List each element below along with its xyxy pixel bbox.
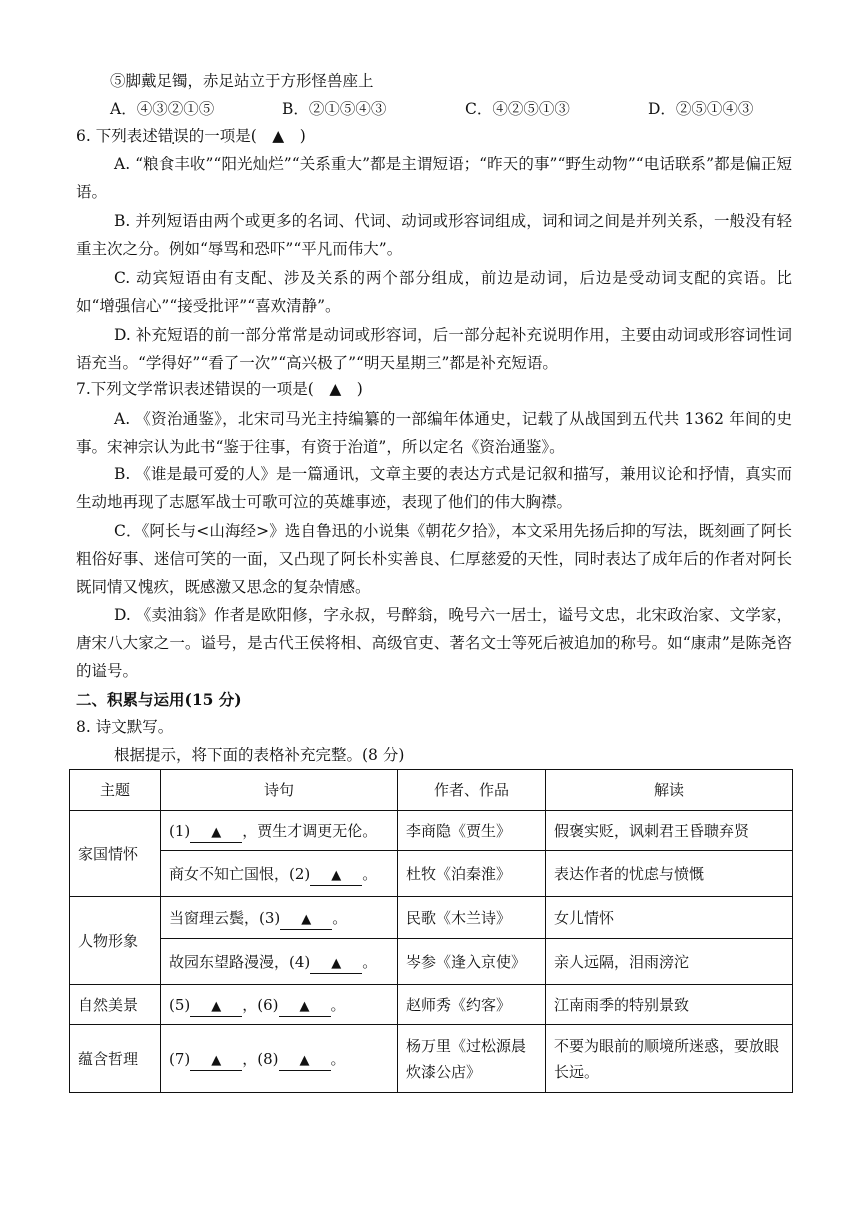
- verse-text: 。: [362, 864, 378, 883]
- verse-text: 商女不知亡国恨，(2): [169, 864, 311, 883]
- verse-text: 。: [362, 952, 378, 971]
- author-cell: 李商隐《贾生》: [398, 811, 546, 851]
- q5-option-b: B．②①⑤④③: [282, 100, 387, 118]
- table-header-row: [70, 770, 793, 811]
- q6-stem: [76, 125, 306, 147]
- author-cell: 赵师秀《约客》: [398, 985, 546, 1025]
- verse-cell: [161, 811, 398, 851]
- table-row: [70, 811, 793, 851]
- interpretation-cell: 表达作者的忧虑与愤慨: [546, 851, 793, 897]
- verse-cell: [161, 939, 398, 985]
- q7-option-a: A. 《资治通鉴》，北宋司马光主持编纂的一部编年体通史，记载了从战国到五代共 1362 年间的史事。宋神宗认为此书“鉴于往事，有资于治道”，所以定名《资治通鉴》。: [76, 410, 792, 456]
- theme-cell: 蕴含哲理: [70, 1025, 161, 1093]
- verse-text: ，: [242, 1049, 258, 1068]
- q6-stem-emphasis: 错误: [157, 127, 189, 145]
- q8-stem: 8. 诗文默写。: [76, 718, 174, 736]
- interpretation-cell: 江南雨季的特别景致: [546, 985, 793, 1025]
- table-row: [70, 851, 793, 897]
- author-cell: 岑参《逢入京使》: [398, 939, 546, 985]
- answer-blank-5[interactable]: [190, 996, 242, 1017]
- q5-option-d: D．②⑤①④③: [648, 100, 754, 118]
- verse-text: (1): [169, 821, 191, 840]
- q6-option-b: B. 并列短语由两个或更多的名词、代词、动词或形容词组成，词和词之间是并列关系，一般没有轻重主次之分。例如“辱骂和恐吓”“平凡而伟大”。: [76, 212, 792, 258]
- q7-stem: 7.下列文学常识表述错误的一项是( ▲ ): [76, 380, 363, 398]
- answer-blank-1[interactable]: [190, 822, 242, 843]
- verse-text: 。: [330, 1049, 346, 1068]
- theme-cell: 人物形象: [70, 897, 161, 985]
- interpretation-cell: 假褒实贬，讽刺君王昏聩弃贤: [546, 811, 793, 851]
- theme-cell: 自然美景: [70, 985, 161, 1025]
- verse-text: 。: [330, 995, 346, 1014]
- triangle-icon: ▲: [299, 998, 310, 1014]
- answer-blank-6[interactable]: [279, 996, 331, 1017]
- author-cell: 杜牧《泊秦淮》: [398, 851, 546, 897]
- table-row: [70, 939, 793, 985]
- answer-blank-4[interactable]: [310, 953, 362, 974]
- poem-table: [69, 769, 793, 1093]
- verse-cell: [161, 897, 398, 939]
- q8-instruction: 根据提示，将下面的表格补充完整。(8 分): [114, 746, 405, 764]
- triangle-icon: ▲: [301, 911, 312, 927]
- verse-cell: [161, 851, 398, 897]
- verse-cell: [161, 985, 398, 1025]
- verse-text: 当窗理云鬓，(3): [169, 908, 281, 927]
- table-row: [70, 897, 793, 939]
- verse-text: (6): [257, 995, 279, 1014]
- answer-blank-7[interactable]: [190, 1050, 242, 1071]
- q6-option-c: C. 动宾短语由有支配、涉及关系的两个部分组成，前边是动词，后边是受动词支配的宾语。比如“增强信心”“接受批评”“喜欢清静”。: [76, 269, 792, 315]
- q5-option-c: C．④②⑤①③: [465, 100, 570, 118]
- answer-blank-2[interactable]: [310, 865, 362, 886]
- q6-stem-pre: 6. 下列表述: [76, 127, 158, 145]
- header-verse: 诗句: [161, 770, 398, 811]
- author-cell: 民歌《木兰诗》: [398, 897, 546, 939]
- verse-text: (7): [169, 1049, 191, 1068]
- triangle-icon: ▲: [299, 1052, 310, 1068]
- triangle-icon: ▲: [331, 955, 342, 971]
- table-row: [70, 985, 793, 1025]
- verse-text: ，贾生才调更无伦。: [242, 821, 378, 840]
- triangle-icon: ▲: [211, 998, 222, 1014]
- interpretation-cell: 女儿情怀: [546, 897, 793, 939]
- q6-option-d: D. 补充短语的前一部分常常是动词或形容词，后一部分起补充说明作用，主要由动词或形容词性词语充当。“学得好”“看了一次”“高兴极了”“明天星期三”都是补充短语。: [76, 326, 792, 372]
- q6-option-a: A. “粮食丰收”“阳光灿烂”“关系重大”都是主谓短语；“昨天的事”“野生动物”“电话联系”都是偏正短语。: [76, 155, 792, 201]
- answer-blank-8[interactable]: [279, 1050, 331, 1071]
- q7-option-d: D. 《卖油翁》作者是欧阳修，字永叔，号醉翁，晚号六一居士，谥号文忠，北宋政治家、文学家，唐宋八大家之一。谥号，是古代王侯将相、高级官吏、著名文士等死后被追加的称号。如“康肃”是陈尧咨的谥号。: [76, 606, 792, 680]
- q7-option-c: C．《阿长与<山海经>》选自鲁迅的小说集《朝花夕拾》，本文采用先扬后抑的写法，既刻画了阿长粗俗好事、迷信可笑的一面，又凸现了阿长朴实善良、仁厚慈爱的天性，同时表达了成年后的作者对阿长既同情又愧疚，既感激又思念的复杂情感。: [76, 522, 792, 596]
- verse-text: 故园东望路漫漫，(4): [169, 952, 311, 971]
- header-interpretation: 解读: [546, 770, 793, 811]
- verse-text: 。: [332, 908, 348, 927]
- header-author: 作者、作品: [398, 770, 546, 811]
- header-theme: 主题: [70, 770, 161, 811]
- section-title: 二、积累与运用(15 分): [76, 690, 242, 709]
- interpretation-cell: 不要为眼前的顺境所迷惑，要放眼长远。: [546, 1025, 793, 1093]
- verse-cell: [161, 1025, 398, 1093]
- q5-option-a: A．④③②①⑤: [110, 100, 215, 118]
- verse-text: (5): [169, 995, 191, 1014]
- q7-option-b: B. 《谁是最可爱的人》是一篇通讯，文章主要的表达方式是记叙和描写，兼用议论和抒情，真实而生动地再现了志愿军战士可歌可泣的英雄事迹，表现了他们的伟大胸襟。: [76, 465, 792, 511]
- theme-cell: 家国情怀: [70, 811, 161, 897]
- triangle-icon: ▲: [331, 867, 342, 883]
- author-cell: 杨万里《过松源晨炊漆公店》: [398, 1025, 546, 1093]
- q5-item5: ⑤脚戴足镯，赤足站立于方形怪兽座上: [110, 72, 374, 90]
- verse-text: ，: [242, 995, 258, 1014]
- triangle-icon: ▲: [211, 824, 222, 840]
- interpretation-cell: 亲人远隔，泪雨滂沱: [546, 939, 793, 985]
- q6-stem-post: 的一项是( ▲ ): [188, 127, 306, 145]
- verse-text: (8): [257, 1049, 279, 1068]
- table-row: [70, 1025, 793, 1093]
- triangle-icon: ▲: [211, 1052, 222, 1068]
- answer-blank-3[interactable]: [280, 909, 332, 930]
